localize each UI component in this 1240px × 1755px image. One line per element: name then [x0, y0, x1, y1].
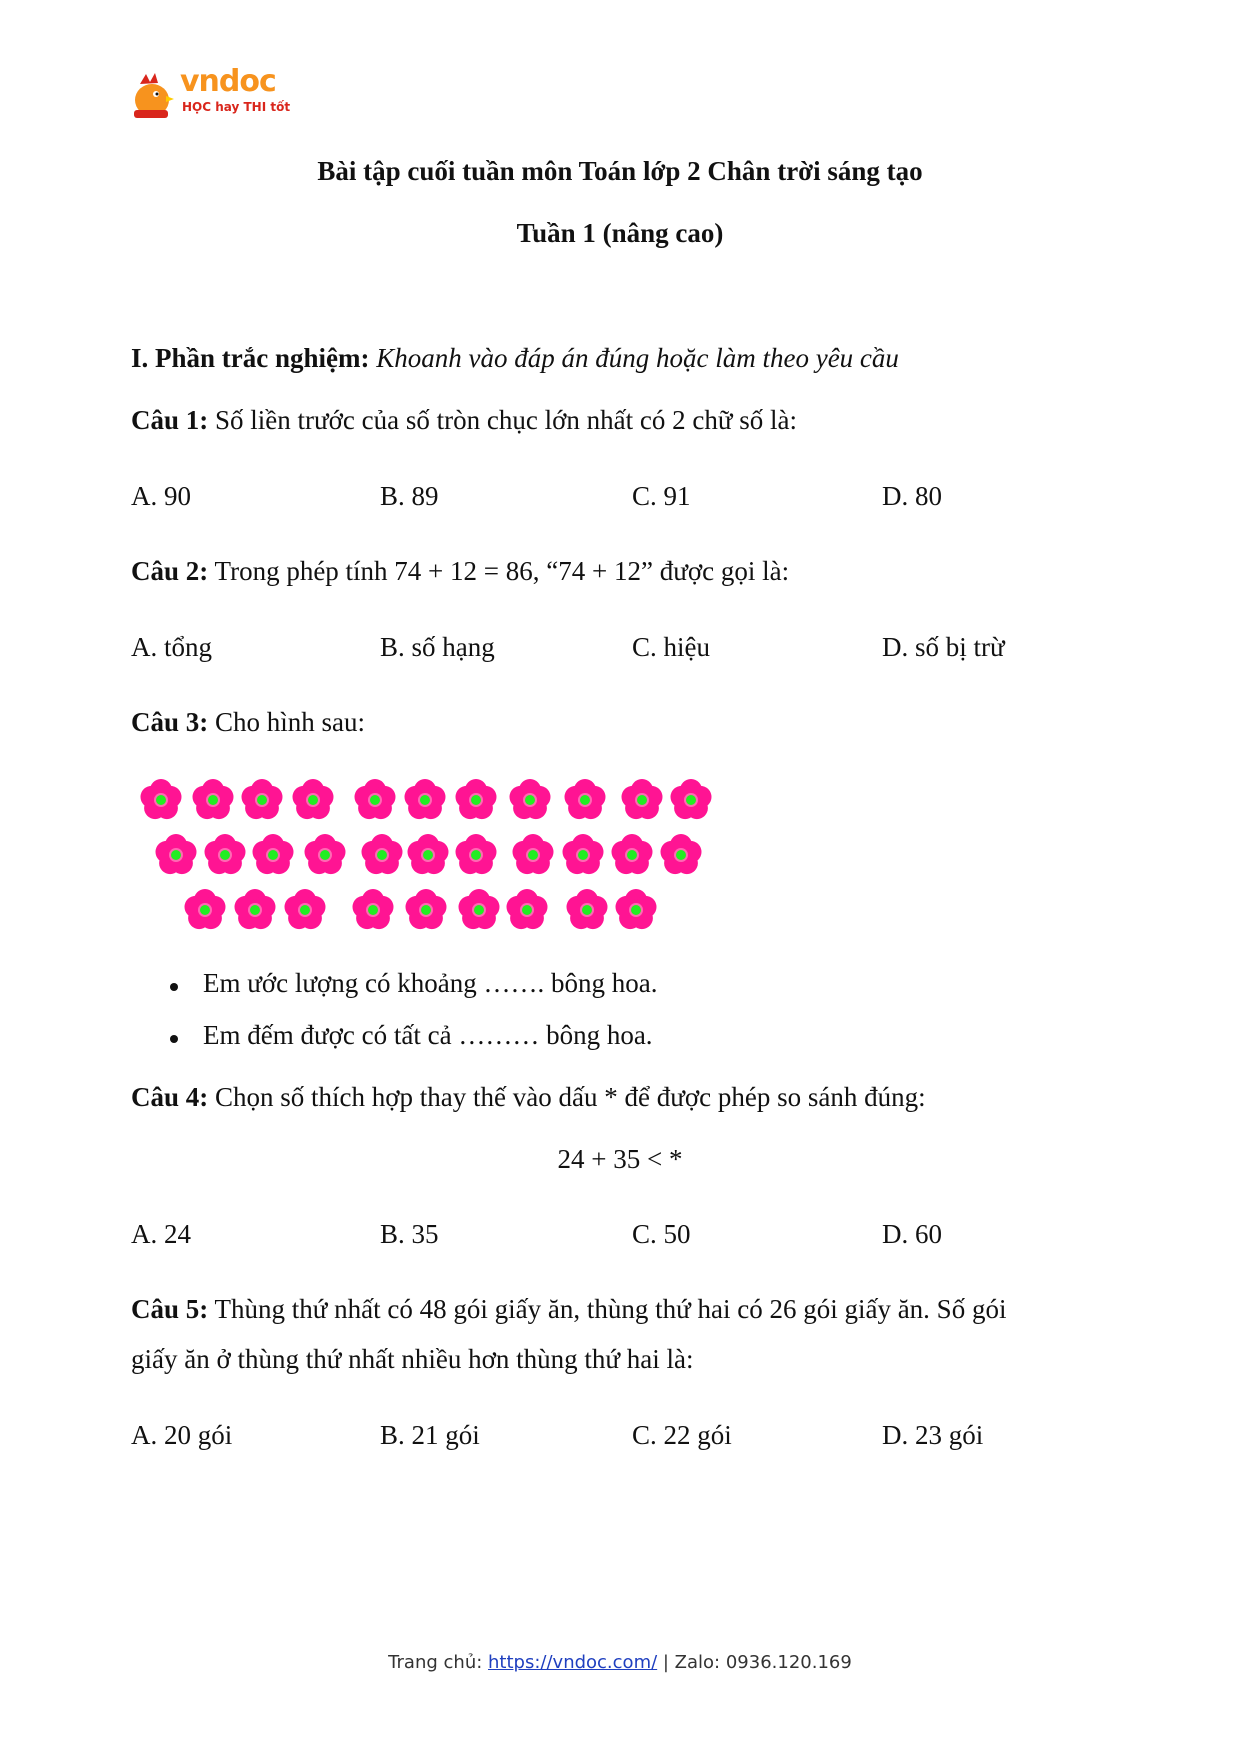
- flowers-image: [135, 778, 795, 948]
- question-text: Chọn số thích hợp thay thế vào dấu * để được phép so sánh đúng:: [215, 1082, 926, 1112]
- question-text: Số liền trước của số tròn chục lớn nhất có 2 chữ số là:: [215, 405, 797, 435]
- flower-icon: [564, 779, 605, 819]
- flower-icon: [562, 834, 603, 874]
- q3-bullet-count: Em đếm được có tất cả ……… bông hoa.: [203, 1020, 653, 1050]
- flower-icon: [407, 834, 448, 874]
- q1-option-a[interactable]: A. 90: [131, 481, 191, 511]
- question-label: Câu 5:: [131, 1294, 209, 1324]
- bullet-icon: [170, 1035, 178, 1043]
- flower-icon: [615, 889, 656, 929]
- q3-bullet-estimate: Em ước lượng có khoảng ……. bông hoa.: [203, 968, 658, 998]
- q4-option-c[interactable]: C. 50: [632, 1219, 691, 1249]
- section-header: [131, 343, 899, 374]
- page-footer: [0, 1652, 1240, 1673]
- flower-icon: [512, 834, 553, 874]
- q5-option-a[interactable]: A. 20 gói: [131, 1420, 233, 1450]
- q2-option-d[interactable]: D. số bị trừ: [882, 632, 1005, 662]
- flower-icon: [660, 834, 701, 874]
- question-4: [131, 1082, 926, 1113]
- question-text: Trong phép tính 74 + 12 = 86, “74 + 12” được gọi là:: [214, 556, 790, 586]
- flower-icon: [204, 834, 245, 874]
- flower-icon: [611, 834, 652, 874]
- q4-option-d[interactable]: D. 60: [882, 1219, 942, 1249]
- page-title: Bài tập cuối tuần môn Toán lớp 2 Chân trời sáng tạo: [317, 156, 923, 186]
- page-subtitle: Tuần 1 (nâng cao): [516, 218, 724, 248]
- q2-option-a[interactable]: A. tổng: [131, 632, 212, 662]
- q1-option-b[interactable]: B. 89: [380, 481, 439, 511]
- q4-option-b[interactable]: B. 35: [380, 1219, 439, 1249]
- q5-option-d[interactable]: D. 23 gói: [882, 1420, 984, 1450]
- flower-icon: [354, 779, 395, 819]
- logo-brand: vndoc: [180, 64, 276, 99]
- q2-option-b[interactable]: B. số hạng: [380, 632, 495, 662]
- section-label: I. Phần trắc nghiệm:: [131, 343, 370, 373]
- flower-icon: [140, 779, 181, 819]
- flower-icon: [405, 889, 446, 929]
- footer-prefix: Trang chủ:: [388, 1652, 489, 1673]
- flower-icon: [506, 889, 547, 929]
- question-text: Cho hình sau:: [215, 707, 366, 737]
- flower-icon: [621, 779, 662, 819]
- flower-icon: [234, 889, 275, 929]
- question-label: Câu 4:: [131, 1082, 209, 1112]
- flower-icon: [192, 779, 233, 819]
- q5-option-b[interactable]: B. 21 gói: [380, 1420, 480, 1450]
- flower-icon: [509, 779, 550, 819]
- flower-icon: [566, 889, 607, 929]
- flower-icon: [184, 889, 225, 929]
- flower-icon: [352, 889, 393, 929]
- footer-home-link[interactable]: https://vndoc.com/: [488, 1652, 658, 1673]
- question-text: Thùng thứ nhất có 48 gói giấy ăn, thùng thứ hai có 26 gói giấy ăn. Số gói: [214, 1294, 1007, 1324]
- q1-option-c[interactable]: C. 91: [632, 481, 691, 511]
- question-label: Câu 3:: [131, 707, 209, 737]
- q4-option-a[interactable]: A. 24: [131, 1219, 191, 1249]
- flower-icon: [458, 889, 499, 929]
- flower-figure: [135, 778, 795, 948]
- section-instruction: Khoanh vào đáp án đúng hoặc làm theo yêu cầu: [376, 343, 899, 373]
- q1-option-d[interactable]: D. 80: [882, 481, 942, 511]
- flower-icon: [404, 779, 445, 819]
- q2-option-c[interactable]: C. hiệu: [632, 632, 710, 662]
- flower-icon: [361, 834, 402, 874]
- question-label: Câu 1:: [131, 405, 209, 435]
- flower-icon: [455, 779, 496, 819]
- flower-icon: [670, 779, 711, 819]
- bullet-icon: [170, 983, 178, 991]
- question-1: [131, 405, 797, 436]
- flower-icon: [252, 834, 293, 874]
- flower-icon: [241, 779, 282, 819]
- question-label: Câu 2:: [131, 556, 209, 586]
- question-2: [131, 556, 789, 587]
- flower-icon: [155, 834, 196, 874]
- logo-slogan: HỌC hay THI tốt: [182, 100, 291, 114]
- q4-expression: 24 + 35 < *: [557, 1144, 683, 1174]
- vndoc-logo[interactable]: [130, 64, 291, 122]
- q5-option-c[interactable]: C. 22 gói: [632, 1420, 732, 1450]
- flower-icon: [292, 779, 333, 819]
- question-3: [131, 707, 365, 738]
- question-5: [131, 1294, 1006, 1325]
- footer-suffix: | Zalo: 0936.120.169: [657, 1652, 852, 1673]
- flower-icon: [304, 834, 345, 874]
- question-5-continued: giấy ăn ở thùng thứ nhất nhiều hơn thùng thứ hai là:: [131, 1344, 694, 1374]
- flower-icon: [455, 834, 496, 874]
- flower-icon: [284, 889, 325, 929]
